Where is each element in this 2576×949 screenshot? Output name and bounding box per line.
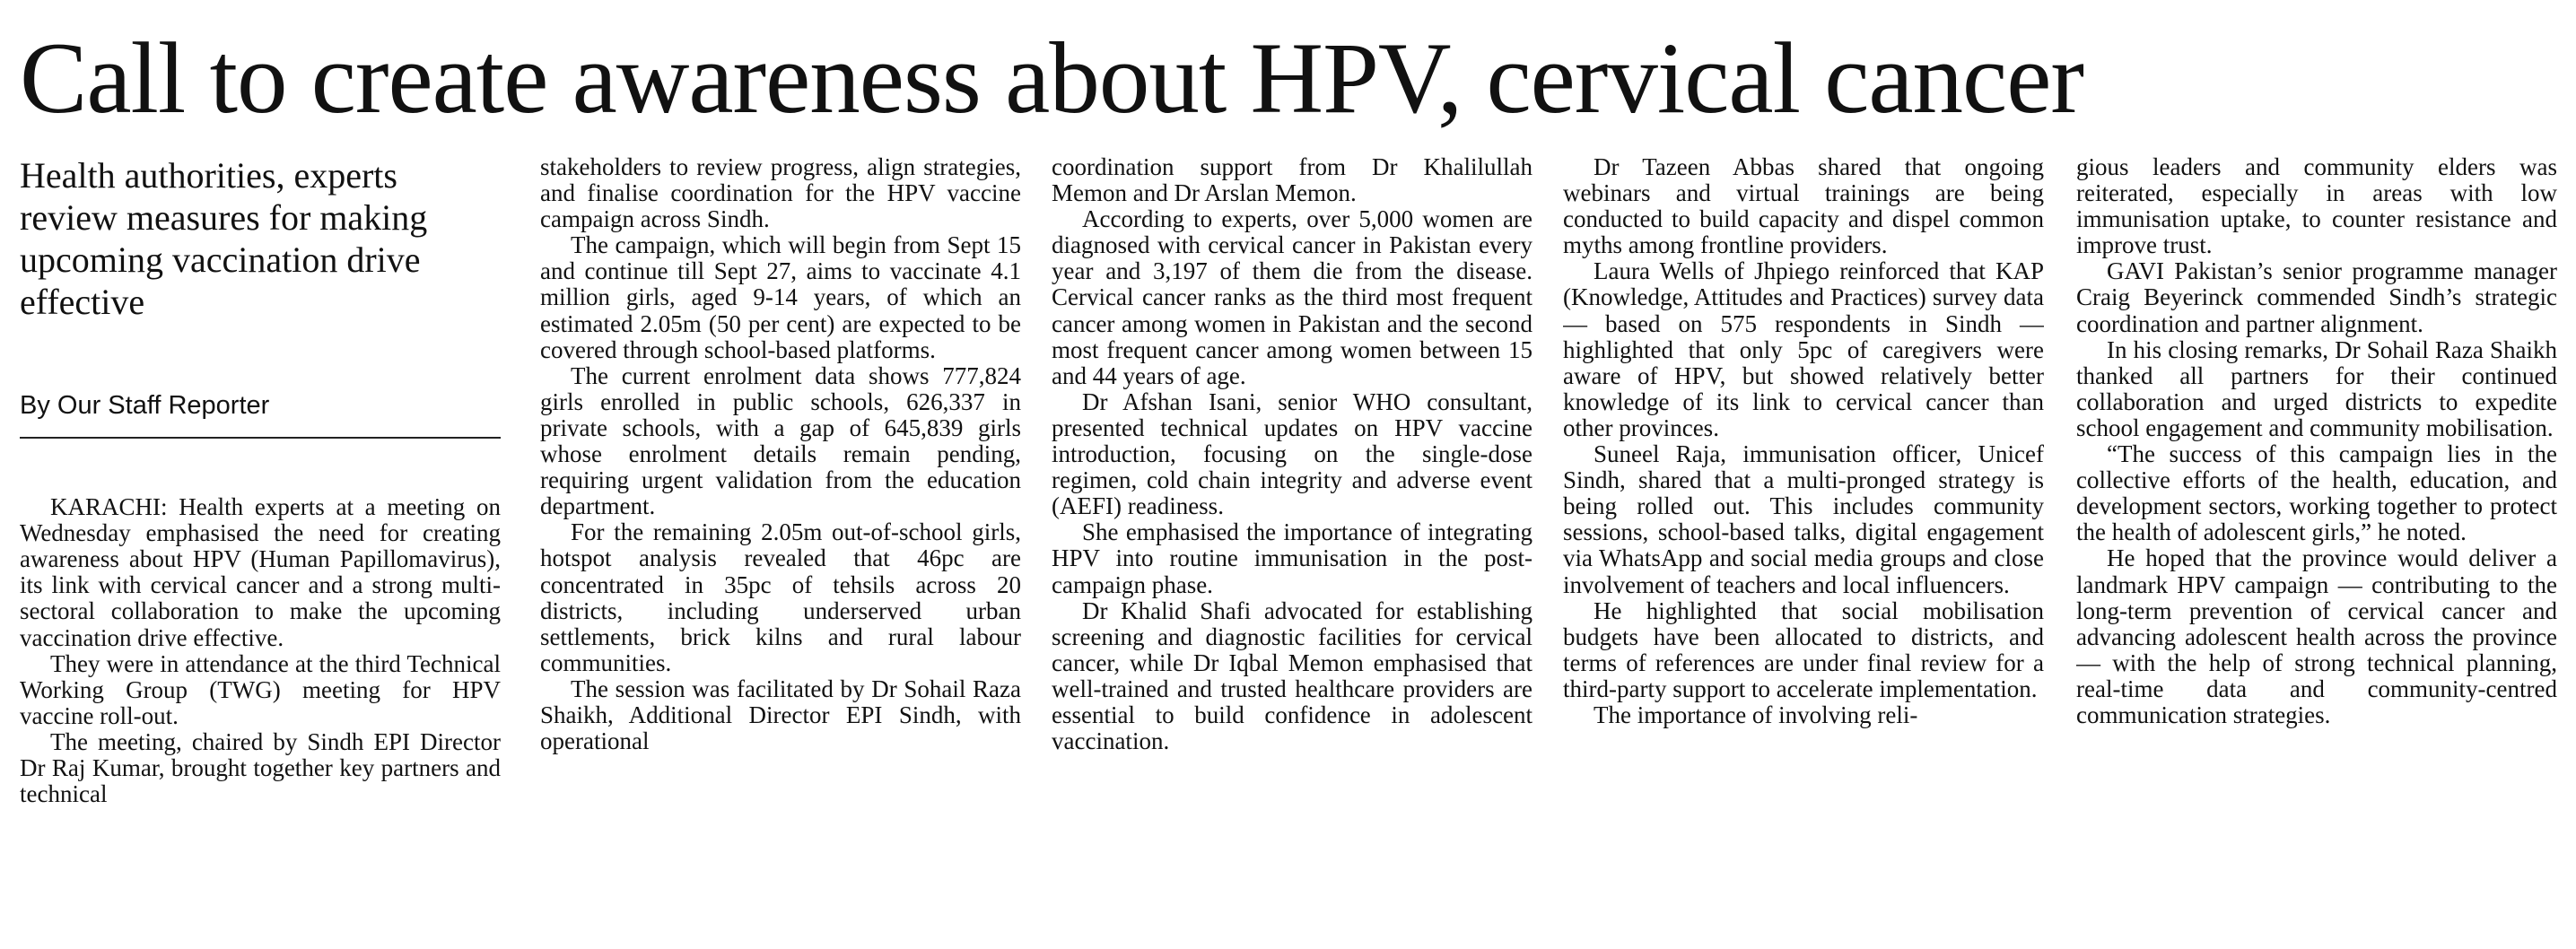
subheadline: Health authorities, experts review measures for making upcoming vaccination drive effective xyxy=(20,155,428,322)
paragraph: She emphasised the importance of integrating HPV into routine immunisation in the post-campaign phase. xyxy=(1052,518,1533,598)
paragraph: The session was facilitated by Dr Sohail Raza Shaikh, Additional Director EPI Sindh, with operational xyxy=(540,675,1021,755)
paragraph: The campaign, which will begin from Sept 15 and continue till Sept 27, aims to vaccinate 4.1 million girls, aged 9-14 years, of which an estimated 2.05m (50 per cent) are expected to be covered through school-based platforms. xyxy=(540,231,1021,363)
paragraph: gious leaders and community elders was reiterated, especially in areas with low immunisation uptake, to counter resistance and improve trust. xyxy=(2076,154,2557,259)
paragraph: The current enrolment data shows 777,824 girls enrolled in public schools, 626,337 in private schools, with a gap of 645,839 girls whose enrolment details remain pending, requiring urgent validation from the education department. xyxy=(540,361,1021,520)
paragraph: The meeting, chaired by Sindh EPI Director Dr Raj Kumar, brought together key partners and technical xyxy=(20,727,501,808)
paragraph: In his closing remarks, Dr Sohail Raza Shaikh thanked all partners for their continued collaboration and urged districts to expedite school engagement and community mobilisation. xyxy=(2076,335,2557,441)
paragraph: Suneel Raja, immunisation officer, Unicef Sindh, shared that a multi-pronged strategy is being rolled out. This includes community sessions, school-based talks, digital engagement via WhatsApp and social media groups and close involvement of teachers and local influencers. xyxy=(1563,440,2044,598)
paragraph: KARACHI: Health experts at a meeting on Wednesday emphasised the need for creating awareness about HPV (Human Papillomavirus), its link with cervical cancer and a strong multi-sectoral collaboration to make the upcoming vaccination drive effective. xyxy=(20,493,501,651)
article-column-5 xyxy=(2076,154,2557,944)
byline: By Our Staff Reporter xyxy=(20,323,501,439)
paragraph: GAVI Pakistan’s senior programme manager Craig Beyerinck commended Sindh’s strategic coordination and partner alignment. xyxy=(2076,257,2557,337)
paragraph: The importance of involving reli- xyxy=(1594,701,1918,728)
paragraph: He highlighted that social mobilisation budgets have been allocated to districts, and terms of references are under final review for a third-party support to accelerate implementation. xyxy=(1563,596,2044,702)
paragraph: “The success of this campaign lies in the collective efforts of the health, education, and development sectors, working together to protect the health of adolescent girls,” he noted. xyxy=(2076,440,2557,546)
paragraph: Dr Khalid Shafi advocated for establishing screening and diagnostic facilities for cervical cancer, while Dr Iqbal Memon emphasised that well-trained and trusted healthcare providers are essential to build confidence in adolescent vaccination. xyxy=(1052,596,1533,755)
article-column-3 xyxy=(1052,154,1533,944)
paragraph: Laura Wells of Jhpiego reinforced that KAP (Knowledge, Attitudes and Practices) survey data — based on 575 respondents in Sindh — highlighted that only 5pc of caregivers were aware of HPV, but showed relatively better knowledge of its link to cervical cancer than other provinces. xyxy=(1563,257,2044,441)
paragraph: Dr Tazeen Abbas shared that ongoing webinars and virtual trainings are being conducted to build capacity and dispel common myths among frontline providers. xyxy=(1563,154,2044,259)
paragraph: They were in attendance at the third Technical Working Group (TWG) meeting for HPV vaccine roll-out. xyxy=(20,649,501,729)
paragraph: For the remaining 2.05m out-of-school girls, hotspot analysis revealed that 46pc are concentrated in 35pc of tehsils across 20 districts, including underserved urban settlements, brick kilns and rural labour communities. xyxy=(540,518,1021,676)
article-column-1 xyxy=(20,154,501,944)
paragraph: He hoped that the province would deliver a landmark HPV campaign — contributing to the long-term prevention of cervical cancer and advancing adolescent health across the province — with the help of strong technical planning, real-time data and community-centred communication strategies. xyxy=(2076,544,2557,728)
article-column-4 xyxy=(1563,154,2044,944)
paragraph: Dr Afshan Isani, senior WHO consultant, presented technical updates on HPV vaccine introduction, focusing on the single-dose regimen, cold chain integrity and adverse event (AEFI) readiness. xyxy=(1052,387,1533,520)
article-column-2 xyxy=(540,154,1021,944)
paragraph: coordination support from Dr Khalilullah Memon and Dr Arslan Memon. xyxy=(1052,154,1533,207)
headline: Call to create awareness about HPV, cervical cancer xyxy=(20,22,2083,135)
paragraph: stakeholders to review progress, align strategies, and finalise coordination for the HPV vaccine campaign across Sindh. xyxy=(540,154,1021,233)
paragraph: According to experts, over 5,000 women are diagnosed with cervical cancer in Pakistan every year and 3,197 of them die from the disease. Cervical cancer ranks as the third most frequent cancer among women in Pakistan and the second most frequent cancer among women between 15 and 44 years of age. xyxy=(1052,205,1533,389)
